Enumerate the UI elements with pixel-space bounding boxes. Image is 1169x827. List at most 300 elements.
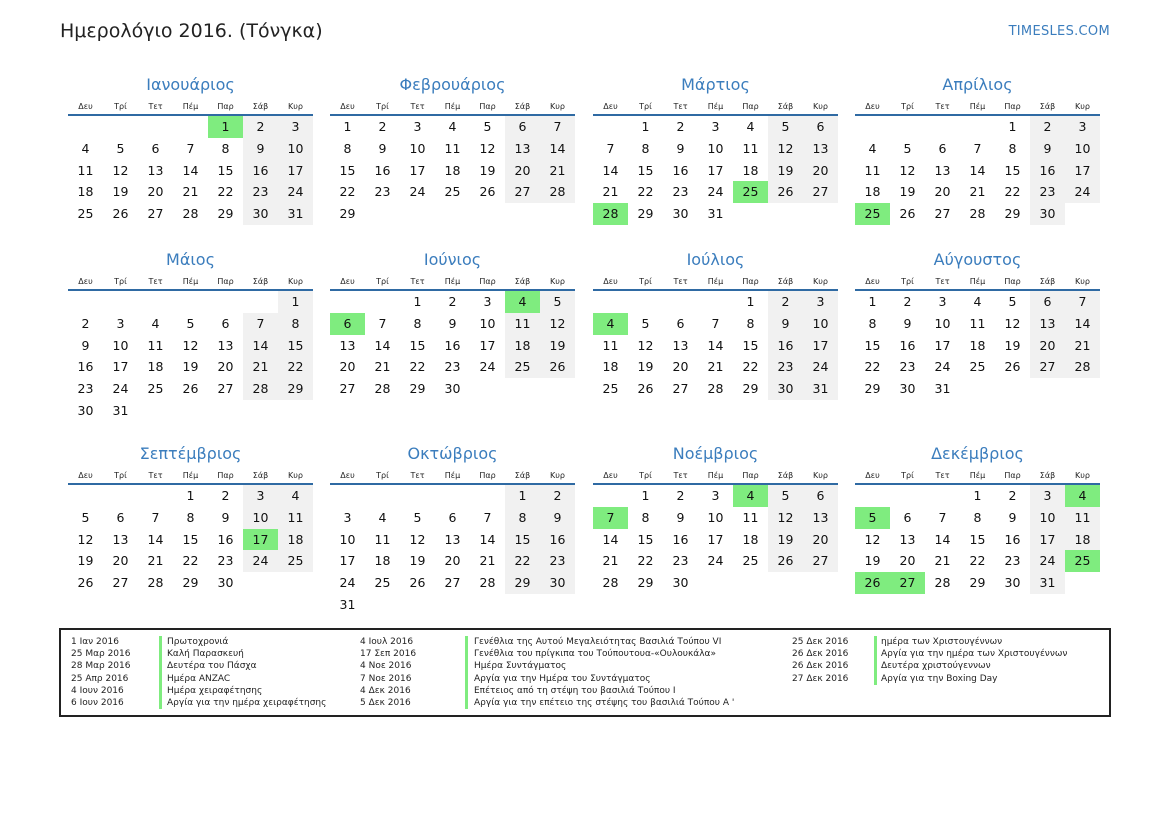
day-cell: 12 [479,140,496,156]
weekday-label: Παρ [742,277,759,286]
week-row [68,291,313,313]
day-cell: 3 [938,294,947,309]
day-cell: 7 [711,315,720,331]
day-cell: 3 [243,485,278,507]
day-cell: 21 [969,184,986,200]
day-cell: 20 [899,553,916,569]
month-name: Μάιος [166,250,215,269]
site-link[interactable]: TIMESLES.COM [1008,24,1110,39]
day-cell: 9 [1030,138,1065,160]
day-cell: 9 [1008,509,1017,525]
weekday-label: Πέμ [182,102,199,111]
week-row [855,138,1100,160]
holiday-name: Γενέθλια του πρίγκιπα του Τούπουτουα-«Ουλουκάλα» [474,649,716,660]
week-row [855,356,1100,378]
week-row [330,378,575,400]
day-cell: 21 [374,359,391,375]
day-cell: 7 [938,509,947,525]
weekday-label: Κυρ [550,471,565,480]
day-cell: 5 [483,119,492,134]
empty-day-cell [330,291,365,313]
day-cell: 2 [243,116,278,138]
day-cell: 27 [803,550,838,572]
day-cell: 25 [374,575,391,591]
holiday-marker [465,697,468,709]
month-block [68,441,313,594]
holiday-marker [159,660,162,672]
day-cell: 21 [147,553,164,569]
day-cell: 25 [969,359,986,375]
holiday-date: 28 Μαρ 2016 [71,661,131,672]
empty-day-cell [925,116,960,138]
holiday-name: Πρωτοχρονιά [167,637,229,647]
weekday-label: Σάβ [1039,471,1056,480]
weekday-label: Δευ [340,471,355,480]
day-cell: 11 [742,509,759,525]
weekday-header [593,467,838,485]
day-cell: 9 [221,509,230,525]
day-cell: 27 [803,181,838,203]
weekday-header [593,273,838,291]
day-cell: 27 [339,381,356,397]
empty-day-cell [138,400,173,422]
weekday-label: Τετ [935,102,950,111]
day-cell: 9 [903,315,912,331]
day-cell: 9 [768,313,803,335]
day-cell: 2 [903,294,912,309]
day-cell: 27 [1030,356,1065,378]
day-cell: 18 [864,184,881,200]
holiday-name: Αργία για την Boxing Day [881,673,998,684]
week-row [593,550,838,572]
day-cell: 20 [112,553,129,569]
holiday-date: 27 Δεκ 2016 [792,673,849,684]
weekday-label: Παρ [1004,471,1021,480]
week-row [68,138,313,160]
day-cell: 9 [540,507,575,529]
day-cell: 28 [374,381,391,397]
week-row [855,291,1100,313]
empty-day-cell [698,291,733,313]
day-cell: 25 [733,181,768,203]
day-cell: 2 [676,488,685,503]
day-cell: 9 [243,138,278,160]
day-cell: 30 [672,575,689,591]
day-cell: 7 [540,116,575,138]
day-cell: 22 [217,184,234,200]
day-cell: 18 [742,531,759,547]
day-cell: 23 [243,181,278,203]
day-cell: 12 [409,531,426,547]
day-cell: 25 [147,381,164,397]
weekday-label: Πέμ [444,277,461,286]
day-cell: 19 [540,335,575,357]
day-cell: 6 [938,140,947,156]
day-cell: 16 [672,162,689,178]
day-cell: 8 [973,509,982,525]
empty-day-cell [400,594,435,616]
week-row [330,203,575,225]
day-cell: 20 [147,184,164,200]
day-cell: 14 [602,531,619,547]
day-cell: 10 [409,140,426,156]
day-cell: 20 [803,160,838,182]
day-cell: 19 [409,553,426,569]
weekday-header [68,273,313,291]
day-cell: 29 [637,575,654,591]
day-cell: 16 [1030,160,1065,182]
weekday-label: Τρί [639,471,652,480]
day-cell: 1 [343,119,352,134]
weekday-label: Τετ [673,471,688,480]
day-cell: 2 [448,294,457,309]
day-cell: 6 [903,509,912,525]
day-cell: 24 [112,381,129,397]
day-cell: 13 [217,337,234,353]
holiday-date: 25 Μαρ 2016 [71,649,131,660]
empty-day-cell [768,572,803,594]
week-row [68,181,313,203]
holiday-date: 6 Ιουν 2016 [71,697,124,708]
day-cell: 15 [217,162,234,178]
day-cell: 12 [540,313,575,335]
day-cell: 8 [641,509,650,525]
day-cell: 20 [339,359,356,375]
holiday-date: 4 Ιουν 2016 [71,685,124,696]
weekday-label: Παρ [742,471,759,480]
day-cell: 16 [672,531,689,547]
day-cell: 22 [409,359,426,375]
holiday-name: Αργία για την ημέρα χειραφέτησης [167,697,327,708]
page-title: Ημερολόγιο 2016. (Τόνγκα) [60,20,323,42]
day-cell: 8 [746,315,755,331]
day-cell: 8 [641,140,650,156]
day-cell: 18 [147,359,164,375]
day-cell: 27 [112,575,129,591]
weekday-label: Τρί [901,277,914,286]
weekday-label: Δευ [865,102,880,111]
day-cell: 21 [243,356,278,378]
day-cell: 21 [602,553,619,569]
day-cell: 16 [374,162,391,178]
weekday-label: Πέμ [444,471,461,480]
weekday-label: Παρ [479,277,496,286]
weekday-label: Κυρ [288,277,303,286]
day-cell: 30 [77,402,94,418]
empty-day-cell [803,203,838,225]
day-cell: 25 [855,203,890,225]
month-block [593,72,838,225]
weekday-label: Δευ [603,471,618,480]
empty-day-cell [208,400,243,422]
holiday-marker [874,648,877,660]
day-cell: 13 [1030,313,1065,335]
empty-day-cell [173,291,208,313]
weekday-label: Σάβ [1039,277,1056,286]
day-cell: 14 [934,531,951,547]
day-cell: 29 [339,206,356,222]
week-row [330,138,575,160]
weekday-label: Παρ [479,471,496,480]
day-cell: 18 [602,359,619,375]
day-cell: 24 [278,181,313,203]
empty-day-cell [1030,378,1065,400]
day-cell: 21 [540,160,575,182]
day-cell: 21 [182,184,199,200]
day-cell: 24 [243,550,278,572]
day-cell: 15 [864,337,881,353]
day-cell: 10 [707,509,724,525]
day-cell: 16 [540,529,575,551]
day-cell: 19 [637,359,654,375]
empty-day-cell [365,203,400,225]
empty-day-cell [278,572,313,594]
weekday-label: Τετ [935,471,950,480]
month-block [68,247,313,422]
day-cell: 15 [278,335,313,357]
month-block [330,441,575,616]
day-cell: 25 [77,206,94,222]
day-cell: 11 [742,140,759,156]
day-cell: 17 [278,160,313,182]
month-block [855,247,1100,400]
day-cell: 5 [855,507,890,529]
day-cell: 11 [505,313,540,335]
month-name: Αύγουστος [933,250,1022,269]
weekday-label: Κυρ [813,471,828,480]
week-row [855,160,1100,182]
day-cell: 19 [479,162,496,178]
day-cell: 7 [973,140,982,156]
month-block [68,72,313,225]
day-cell: 13 [444,531,461,547]
day-cell: 13 [505,138,540,160]
day-cell: 8 [278,313,313,335]
day-cell: 18 [1065,529,1100,551]
empty-day-cell [243,400,278,422]
day-cell: 10 [112,337,129,353]
week-row [68,507,313,529]
week-row [593,485,838,507]
day-cell: 21 [1065,335,1100,357]
holiday-name: Αργία για την Ημέρα του Συντάγματος [474,673,651,684]
day-cell: 19 [864,553,881,569]
day-cell: 6 [448,509,457,525]
weekday-label: Κυρ [813,277,828,286]
day-cell: 30 [243,203,278,225]
day-cell: 24 [1065,181,1100,203]
day-cell: 15 [505,529,540,551]
day-cell: 31 [803,378,838,400]
day-cell: 27 [505,181,540,203]
holiday-marker [874,660,877,672]
day-cell: 3 [711,119,720,134]
holiday-name: Επέτειος από τη στέψη του βασιλιά Τούπου Ι [474,685,676,696]
day-cell: 27 [147,206,164,222]
month-block [330,72,575,225]
holiday-name: Αργία για την επέτειο της στέψης του βασιλιά Τούπου Α ' [474,697,735,708]
day-cell: 16 [77,359,94,375]
weekday-label: Παρ [217,102,234,111]
day-cell: 26 [637,381,654,397]
day-cell: 1 [413,294,422,309]
day-cell: 7 [186,140,195,156]
day-cell: 19 [1004,337,1021,353]
day-cell: 5 [413,509,422,525]
day-cell: 24 [803,356,838,378]
day-cell: 31 [339,596,356,612]
day-cell: 2 [676,119,685,134]
holiday-marker [465,673,468,685]
day-cell: 28 [593,203,628,225]
weekday-header [68,467,313,485]
empty-day-cell [663,291,698,313]
day-cell: 13 [112,531,129,547]
day-cell: 3 [278,116,313,138]
day-cell: 28 [540,181,575,203]
day-cell: 30 [768,378,803,400]
holiday-marker [159,648,162,660]
day-cell: 24 [1030,550,1065,572]
day-cell: 15 [742,337,759,353]
day-cell: 6 [116,509,125,525]
day-cell: 27 [890,572,925,594]
day-cell: 4 [973,294,982,309]
day-cell: 29 [969,575,986,591]
day-cell: 1 [186,488,195,503]
day-cell: 28 [147,575,164,591]
holiday-marker [874,673,877,685]
day-cell: 12 [112,162,129,178]
weekday-label: Τρί [639,102,652,111]
day-cell: 1 [208,116,243,138]
week-row [855,181,1100,203]
day-cell: 21 [602,184,619,200]
day-cell: 15 [339,162,356,178]
day-cell: 11 [374,531,391,547]
day-cell: 1 [1008,119,1017,134]
day-cell: 10 [1030,507,1065,529]
day-cell: 29 [217,206,234,222]
empty-day-cell [1065,572,1100,594]
weekday-label: Σάβ [777,102,794,111]
day-cell: 26 [112,206,129,222]
day-cell: 24 [479,359,496,375]
day-cell: 28 [479,575,496,591]
weekday-label: Τρί [901,102,914,111]
holiday-marker [159,673,162,685]
month-block [855,72,1100,225]
holiday-date: 7 Νοε 2016 [360,673,412,684]
day-cell: 29 [1004,206,1021,222]
day-cell: 29 [409,381,426,397]
weekday-label: Δευ [340,102,355,111]
day-cell: 14 [540,138,575,160]
day-cell: 13 [899,531,916,547]
day-cell: 14 [182,162,199,178]
weekday-label: Δευ [78,471,93,480]
week-row [855,485,1100,507]
day-cell: 27 [444,575,461,591]
day-cell: 8 [413,315,422,331]
day-cell: 19 [899,184,916,200]
weekday-label: Τρί [376,277,389,286]
empty-day-cell [103,291,138,313]
day-cell: 9 [676,509,685,525]
empty-day-cell [435,485,470,507]
day-cell: 28 [934,575,951,591]
day-cell: 11 [969,315,986,331]
day-cell: 5 [81,509,90,525]
day-cell: 7 [593,507,628,529]
day-cell: 12 [182,337,199,353]
day-cell: 3 [711,488,720,503]
week-row [855,572,1100,594]
empty-day-cell [103,485,138,507]
week-row [855,550,1100,572]
day-cell: 20 [217,359,234,375]
holiday-name: Καλή Παρασκευή [167,649,244,660]
week-row [68,116,313,138]
day-cell: 17 [934,337,951,353]
empty-day-cell [733,572,768,594]
day-cell: 20 [934,184,951,200]
empty-day-cell [1065,378,1100,400]
empty-day-cell [400,485,435,507]
weekday-label: Δευ [603,277,618,286]
weekday-label: Δευ [603,102,618,111]
day-cell: 3 [803,291,838,313]
day-cell: 19 [768,160,803,182]
weekday-label: Πέμ [707,277,724,286]
day-cell: 30 [217,575,234,591]
day-cell: 13 [672,337,689,353]
day-cell: 17 [1065,160,1100,182]
day-cell: 5 [1008,294,1017,309]
day-cell: 24 [707,184,724,200]
weekday-label: Κυρ [1075,277,1090,286]
week-row [855,378,1100,400]
day-cell: 25 [505,356,540,378]
empty-day-cell [1065,203,1100,225]
week-row [855,335,1100,357]
day-cell: 29 [742,381,759,397]
day-cell: 23 [540,550,575,572]
day-cell: 26 [768,550,803,572]
day-cell: 11 [278,507,313,529]
week-row [855,116,1100,138]
day-cell: 1 [641,119,650,134]
holiday-name: ημέρα των Χριστουγέννων [881,637,1003,647]
holiday-marker [465,685,468,697]
day-cell: 19 [112,184,129,200]
day-cell: 14 [243,335,278,357]
day-cell: 16 [1004,531,1021,547]
weekday-label: Τρί [376,102,389,111]
day-cell: 28 [243,378,278,400]
holiday-date: 26 Δεκ 2016 [792,649,849,660]
empty-day-cell [470,594,505,616]
day-cell: 10 [1065,138,1100,160]
day-cell: 15 [637,162,654,178]
day-cell: 23 [899,359,916,375]
day-cell: 5 [768,116,803,138]
holiday-marker [159,685,162,697]
weekday-header [855,467,1100,485]
day-cell: 28 [602,575,619,591]
weekday-label: Σάβ [777,471,794,480]
empty-day-cell [855,485,890,507]
